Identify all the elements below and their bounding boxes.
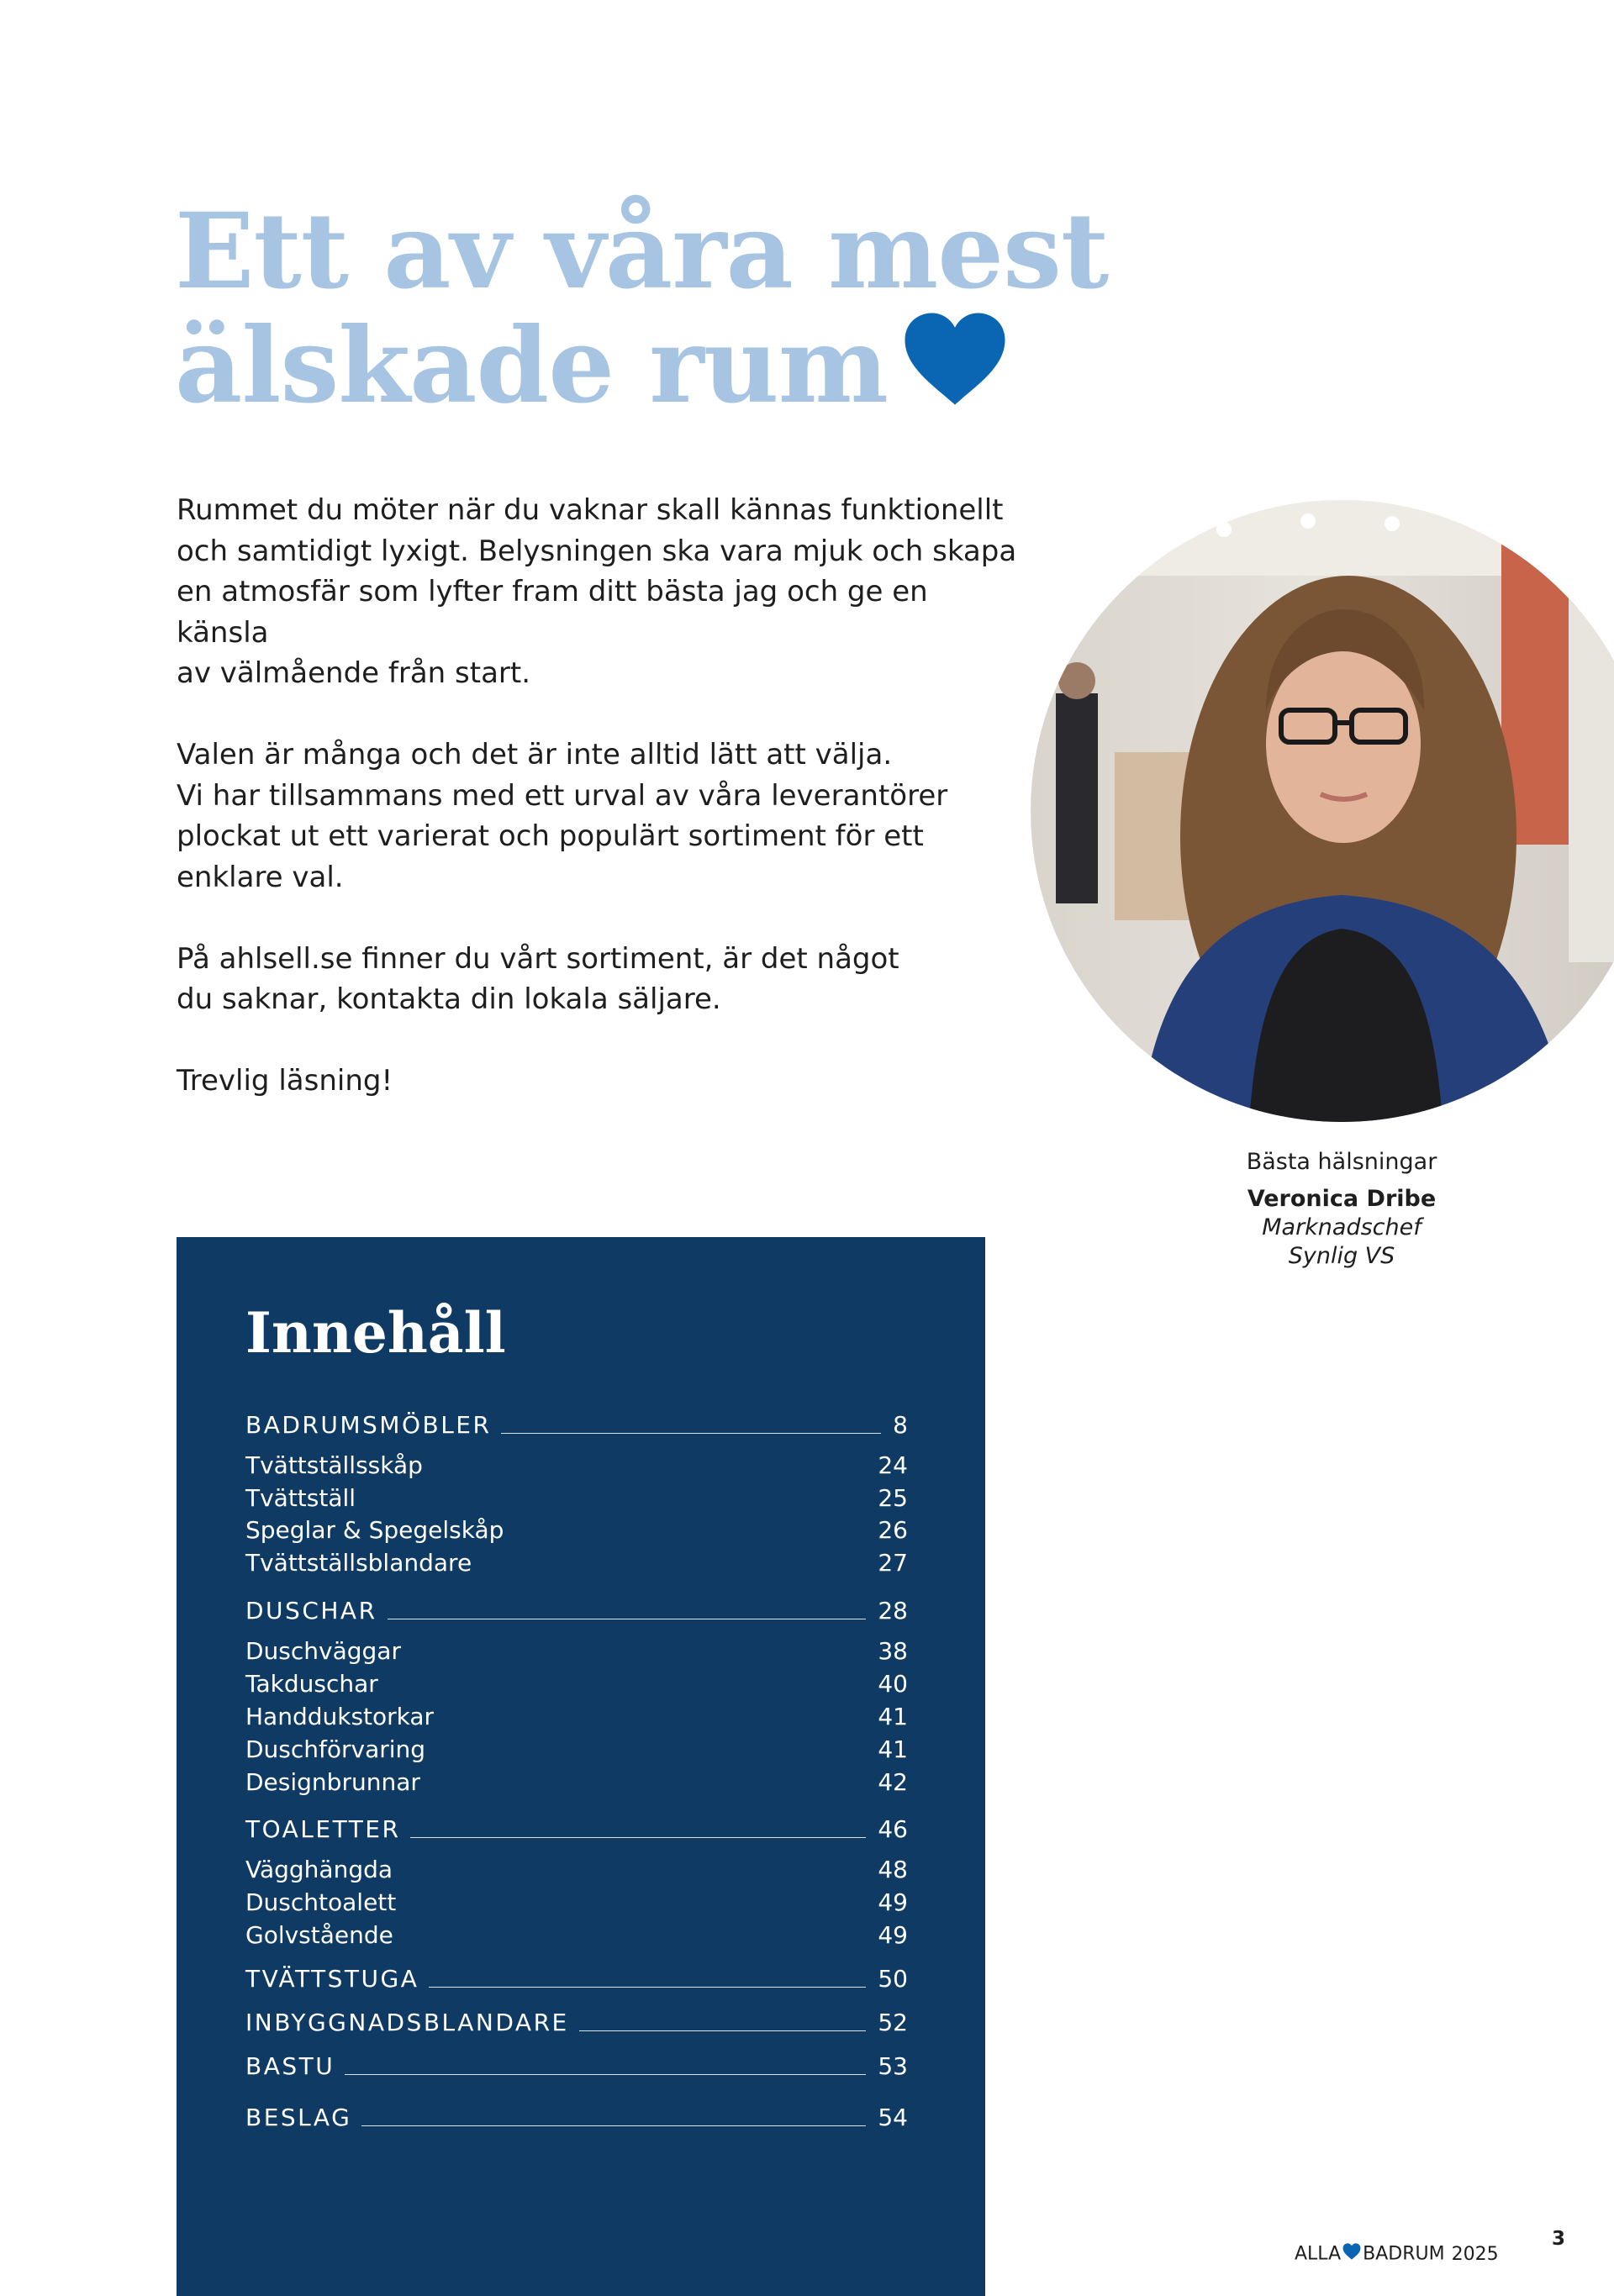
toc-section-bastu[interactable] (245, 2048, 908, 2082)
toc-page: 54 (878, 2104, 908, 2131)
toc-item-duschtoalett[interactable] (245, 1884, 908, 1918)
toc-section-inbyggnadsblandare[interactable] (245, 2004, 908, 2038)
toc-page: 26 (878, 1516, 908, 1544)
intro-paragraph-4: Trevlig läsning! (177, 1064, 393, 1098)
toc-label: Duschförvaring (245, 1735, 426, 1763)
toc-label: Takduschar (245, 1670, 378, 1698)
toc-section-badrumsmobler[interactable] (245, 1407, 908, 1440)
toc-page: 28 (878, 1597, 908, 1625)
heart-icon (1342, 2243, 1361, 2265)
toc-leader (345, 2074, 866, 2075)
headline (175, 191, 1109, 434)
toc-label: BADRUMSMÖBLER (245, 1411, 492, 1439)
signoff-company: Synlig VS (1288, 1243, 1395, 1269)
signoff-greeting: Bästa hälsningar (1246, 1149, 1437, 1175)
toc-page: 24 (878, 1451, 908, 1479)
toc-item-takduschar[interactable] (245, 1666, 908, 1699)
headline-line-2: älskade rum (175, 305, 888, 427)
toc-label: Duschtoalett (245, 1888, 397, 1916)
toc-label: BASTU (245, 2052, 335, 2080)
toc-leader (501, 1433, 881, 1434)
heart-icon (903, 310, 1007, 429)
toc-item-golvstaende[interactable] (245, 1917, 908, 1951)
toc-label: Duschväggar (245, 1637, 401, 1665)
toc-leader (429, 1987, 866, 1988)
toc-item-duschforvaring[interactable] (245, 1731, 908, 1765)
toc-page: 49 (878, 1921, 908, 1949)
toc-label: Designbrunnar (245, 1768, 420, 1796)
toc-leader (579, 2030, 867, 2031)
headline-line-2-wrap (175, 305, 1108, 434)
toc-item-designbrunnar[interactable] (245, 1764, 908, 1798)
toc-label: Golvstående (245, 1921, 393, 1949)
footer-brand-right: BADRUM (1363, 2243, 1445, 2265)
intro-paragraph-2: Valen är många och det är inte alltid lätt att välja. Vi har tillsammans med ett urval av våra leverantörer plockat ut ett varierat och populärt sortiment för ett enklare val. (177, 738, 948, 894)
toc-label: TOALETTER (245, 1815, 401, 1843)
intro-text (177, 490, 1026, 1142)
toc-label: BESLAG (245, 2104, 352, 2131)
toc-leader (410, 1837, 866, 1838)
toc-label: INBYGGNADSBLANDARE (245, 2009, 569, 2036)
toc-item-vagghangda[interactable] (245, 1851, 908, 1885)
toc-page: 52 (878, 2009, 908, 2036)
portrait-photo (1031, 500, 1614, 1122)
toc-page: 49 (878, 1888, 908, 1916)
toc-item-handdukstorkar[interactable] (245, 1698, 908, 1732)
toc-page: 27 (878, 1549, 908, 1577)
intro-paragraph-1: Rummet du möter när du vaknar skall kännas funktionellt och samtidigt lyxigt. Belysningen ska vara mjuk och skapa en atmosfär som lyfter fram ditt bästa jag och ge en känsla av välmående från start. (177, 493, 1017, 690)
toc-page: 8 (893, 1411, 908, 1439)
intro-paragraph-3: På ahlsell.se finner du vårt sortiment, är det något du saknar, kontakta din lokala säljare. (177, 941, 899, 1016)
toc-label: Speglar & Spegelskåp (245, 1516, 504, 1544)
headline-line-1: Ett av våra mest (175, 191, 1109, 313)
footer-brand (1295, 2243, 1499, 2265)
toc-section-tvattstuga[interactable] (245, 1961, 908, 1994)
table-of-contents (177, 1237, 985, 2296)
signoff-role: Marknadschef (1262, 1214, 1421, 1240)
toc-page: 41 (878, 1703, 908, 1730)
toc-item-tvattstallsblandare[interactable] (245, 1545, 908, 1578)
toc-item-tvattstall[interactable] (245, 1480, 908, 1514)
toc-page: 53 (878, 2052, 908, 2080)
toc-leader (361, 2125, 866, 2126)
signoff (1182, 1148, 1501, 1271)
toc-page: 50 (878, 1965, 908, 1993)
toc-page: 25 (878, 1484, 908, 1512)
toc-page: 40 (878, 1670, 908, 1698)
toc-section-duschar[interactable] (245, 1593, 908, 1626)
toc-item-duschvaggar[interactable] (245, 1633, 908, 1667)
toc-label: TVÄTTSTUGA (245, 1965, 419, 1993)
toc-item-speglar[interactable] (245, 1512, 908, 1546)
toc-section-beslag[interactable] (245, 2099, 908, 2133)
toc-page: 48 (878, 1856, 908, 1883)
signoff-name: Veronica Dribe (1247, 1186, 1437, 1212)
footer-year: 2025 (1451, 2243, 1499, 2265)
toc-page: 42 (878, 1768, 908, 1796)
toc-page: 46 (878, 1815, 908, 1843)
toc-label: Tvättställsskåp (245, 1451, 423, 1479)
toc-item-tvattstallsskap[interactable] (245, 1447, 908, 1481)
toc-page: 41 (878, 1735, 908, 1763)
toc-label: DUSCHAR (245, 1597, 377, 1625)
toc-title: Innehåll (245, 1300, 506, 1366)
toc-label: Tvättställ (245, 1484, 356, 1512)
toc-label: Handdukstorkar (245, 1703, 435, 1730)
page-number: 3 (1552, 2228, 1566, 2250)
footer-brand-left: ALLA (1295, 2243, 1342, 2265)
toc-page: 38 (878, 1637, 908, 1665)
toc-label: Vägghängda (245, 1856, 393, 1883)
toc-section-toaletter[interactable] (245, 1811, 908, 1845)
toc-label: Tvättställsblandare (245, 1549, 472, 1577)
